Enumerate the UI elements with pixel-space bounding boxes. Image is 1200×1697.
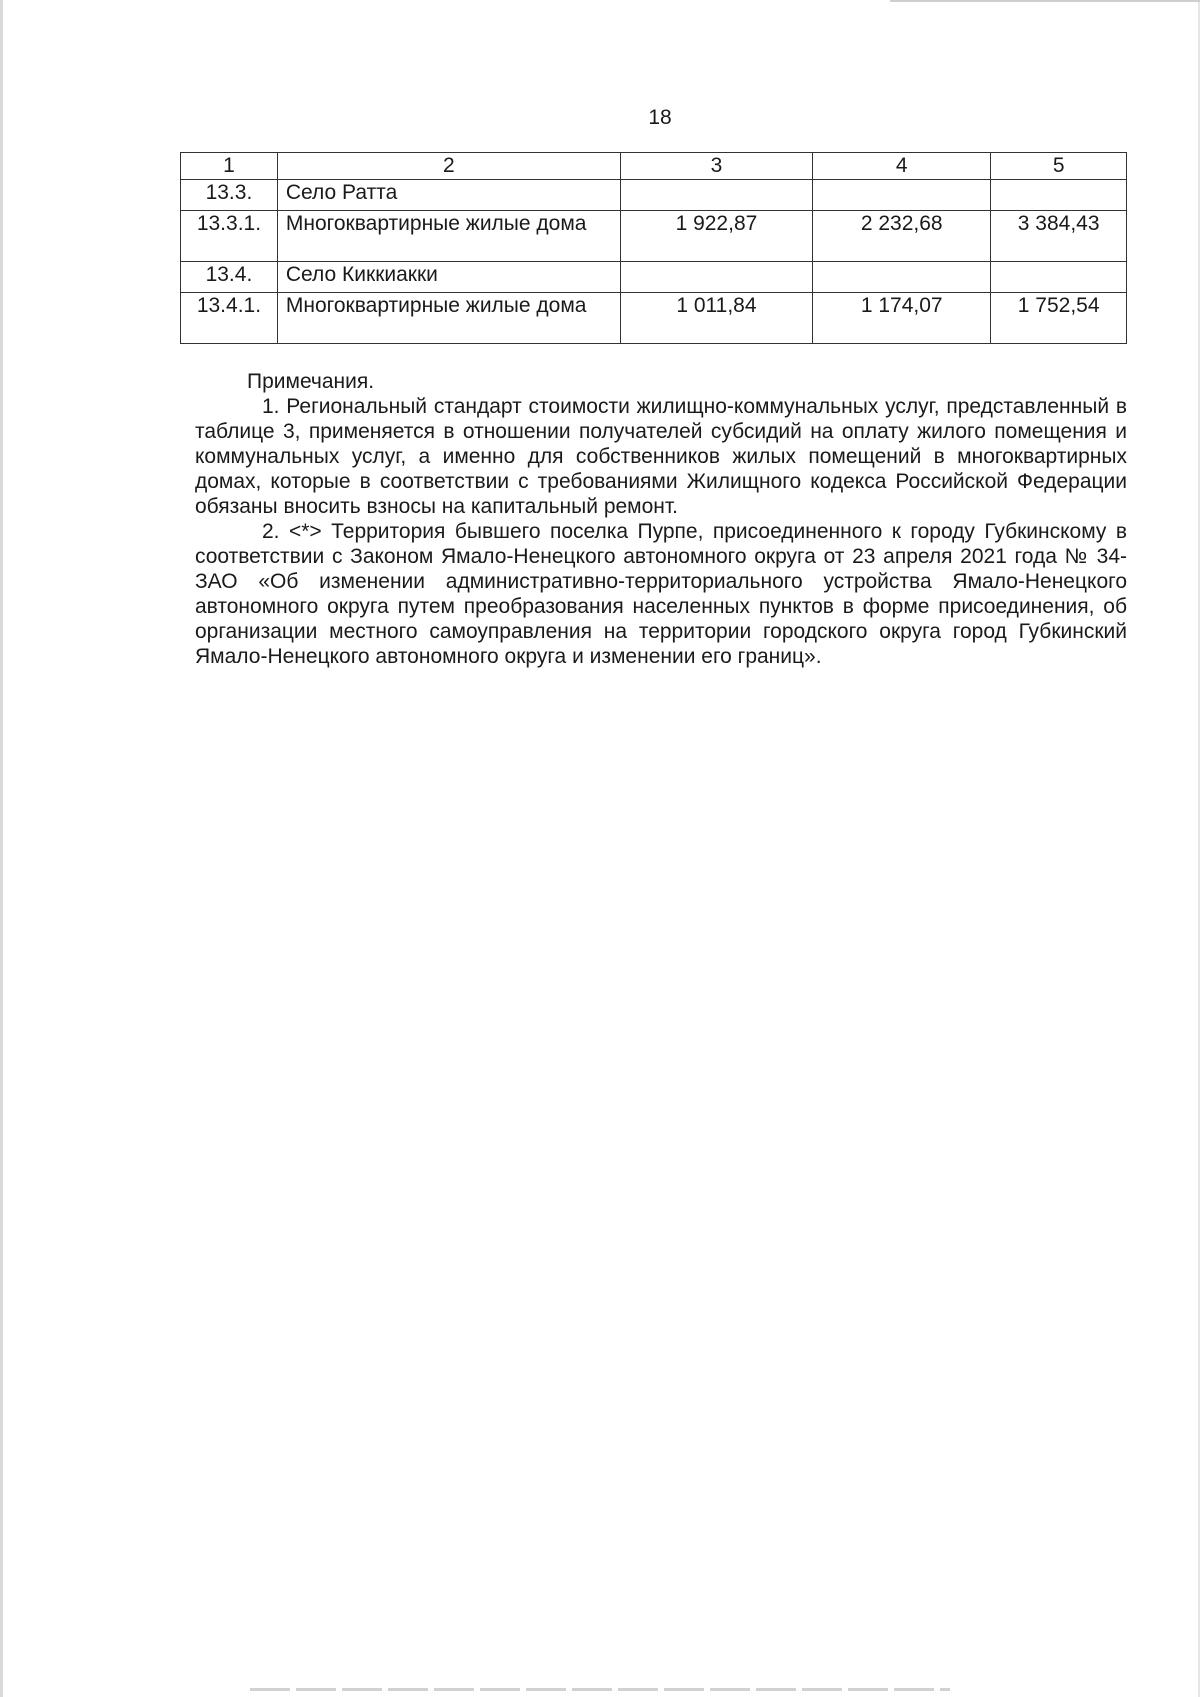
cell-value: 3 384,43 [991, 211, 1127, 262]
tariff-table [180, 152, 1127, 344]
cell-value [813, 262, 991, 293]
cell-value [991, 180, 1127, 211]
cell-value: 1 011,84 [620, 293, 812, 344]
row-name: Село Киккиакки [277, 262, 620, 293]
note-paragraph: 1. Региональный стандарт стоимости жилищно-коммунальных услуг, представленный в таблице 3, применяется в отношении получателей субсидий на оплату жилого помещения и коммунальных услуг, а именно для собственников жилых помещений в многоквартирных домах, которые в соответствии с требованиями Жилищного кодекса Российской Федерации обязаны вносить взносы на капитальный ремонт. [195, 395, 1127, 518]
column-header: 5 [991, 153, 1127, 180]
cell-value [620, 262, 812, 293]
cell-value: 1 174,07 [813, 293, 991, 344]
table-row [181, 211, 1127, 262]
column-header: 1 [181, 153, 278, 180]
cell-value: 1 922,87 [620, 211, 812, 262]
cell-value: 1 752,54 [991, 293, 1127, 344]
column-header: 3 [620, 153, 812, 180]
row-number: 13.4. [181, 262, 278, 293]
row-number: 13.4.1. [181, 293, 278, 344]
note-paragraph: 2. <*> Территория бывшего поселка Пурпе, присоединенного к городу Губкинскому в соответствии с Законом Ямало-Ненецкого автономного округа от 23 апреля 2021 года № 34-ЗАО «Об изменении административно-территориального устройства Ямало-Ненецкого автономного округа путем преобразования населенных пунктов в форме присоединения, об организации местного самоуправления на территории городского округа город Губкинский Ямало-Ненецкого автономного округа и изменении его границ». [195, 520, 1127, 668]
row-number: 13.3.1. [181, 211, 278, 262]
table-row [181, 262, 1127, 293]
row-number: 13.3. [181, 180, 278, 211]
cell-value: 2 232,68 [813, 211, 991, 262]
table-row [181, 293, 1127, 344]
column-header: 2 [277, 153, 620, 180]
page-number: 18 [648, 106, 672, 129]
cell-value [991, 262, 1127, 293]
row-name: Многоквартирные жилые дома [277, 211, 620, 262]
notes-section [195, 369, 1127, 669]
cell-value [620, 180, 812, 211]
row-name: Село Ратта [277, 180, 620, 211]
column-header: 4 [813, 153, 991, 180]
cell-value [813, 180, 991, 211]
notes-heading: Примечания. [247, 370, 375, 393]
page-edge [0, 0, 3, 1697]
row-name: Многоквартирные жилые дома [277, 293, 620, 344]
scan-artifact [890, 0, 1200, 2]
table-row [181, 180, 1127, 211]
table-header-row [181, 153, 1127, 180]
scan-artifact [250, 1688, 950, 1691]
